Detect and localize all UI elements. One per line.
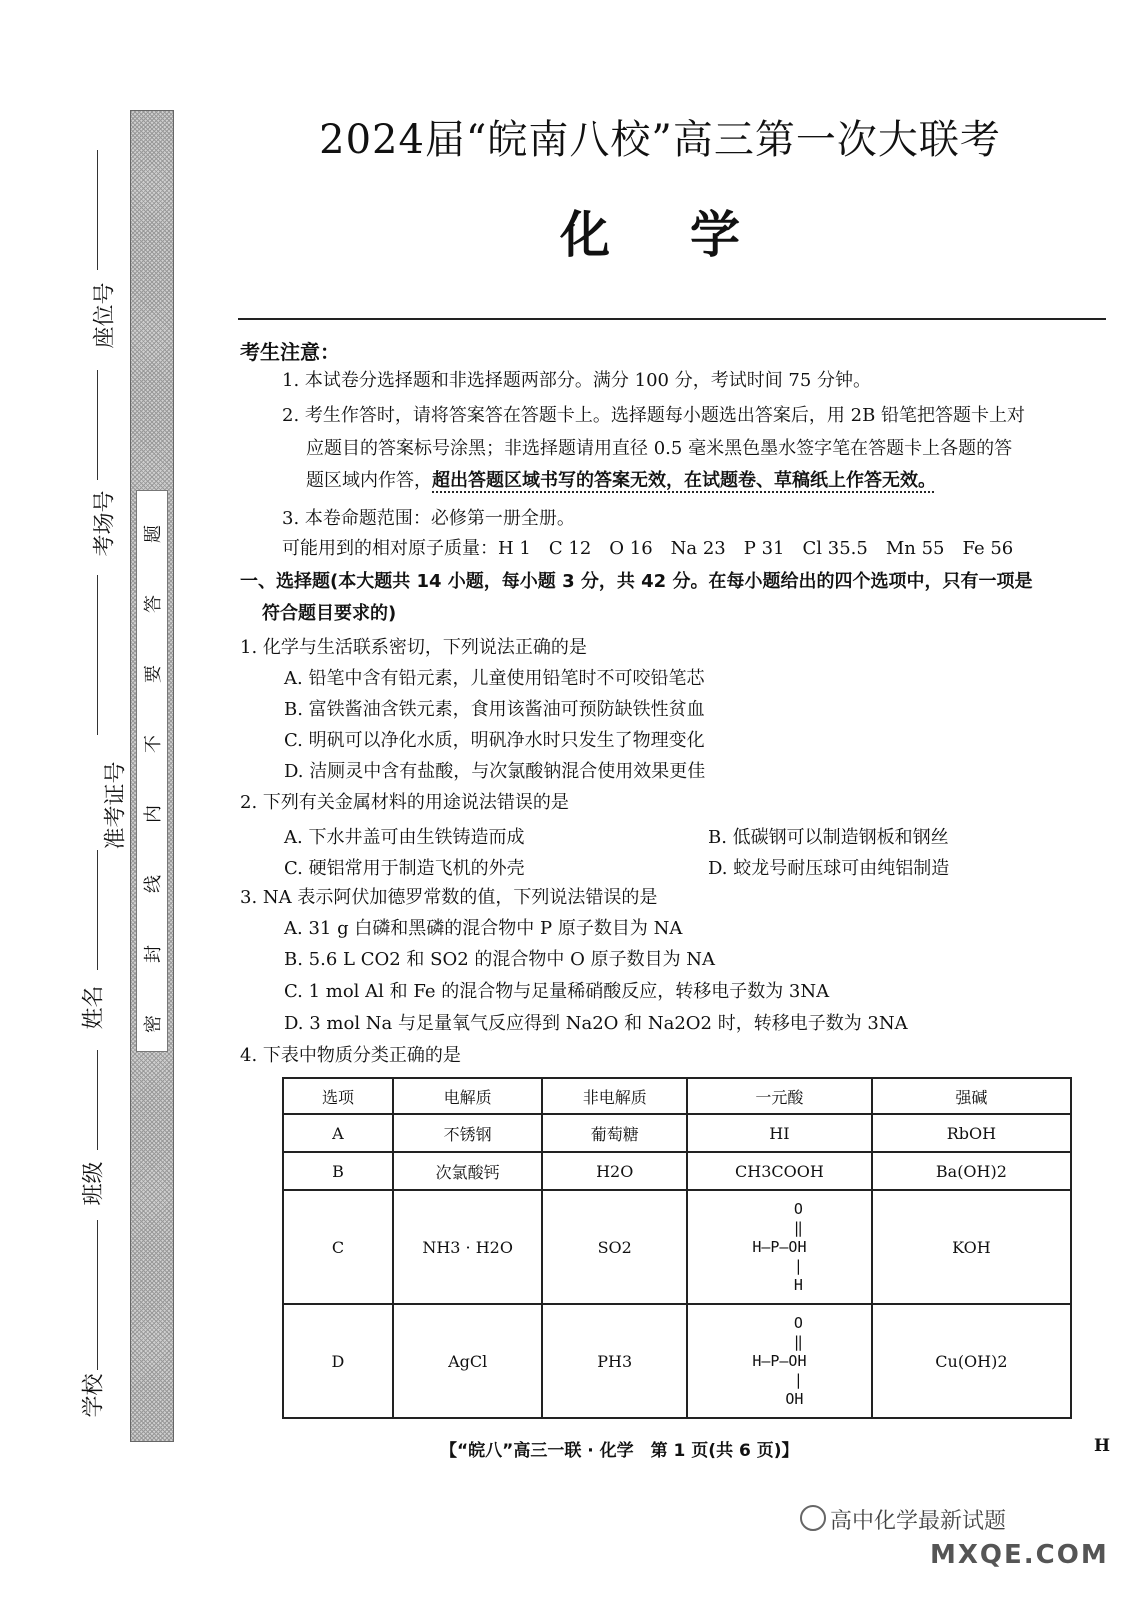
table-row <box>283 1190 1071 1304</box>
seal-char: 答 <box>143 595 164 613</box>
table-cell: B <box>283 1152 393 1190</box>
name-label: 姓名 <box>81 985 107 1030</box>
seal-char: 不 <box>143 735 164 753</box>
q2-option-a: A. 下水井盖可由生铁铸造而成 <box>284 827 525 848</box>
school-label: 学校 <box>81 1373 107 1418</box>
exam-room-label: 考场号 <box>92 490 118 557</box>
q1-option-d: D. 洁厕灵中含有盐酸，与次氯酸钠混合使用效果更佳 <box>284 761 706 782</box>
formula-bond: ‖ <box>793 1332 803 1351</box>
table-header-cell: 电解质 <box>393 1078 543 1114</box>
q2-option-b: B. 低碳钢可以制造钢板和钢丝 <box>708 827 949 848</box>
wechat-icon <box>800 1505 826 1531</box>
formula-top-atom: O <box>793 1313 803 1332</box>
q2-option-d: D. 蛟龙号耐压球可由纯铝制造 <box>708 858 950 879</box>
section-heading-cont: 符合题目要求的) <box>262 603 397 624</box>
q1-option-b: B. 富铁酱油含铁元素，食用该酱油可预防缺铁性贫血 <box>284 699 705 720</box>
table-header-cell: 强碱 <box>872 1078 1071 1114</box>
seal-char: 密 <box>143 1015 164 1033</box>
exam-title: 2024届“皖南八校”高三第一次大联考 <box>319 117 1001 163</box>
table-cell: Ba(OH)2 <box>872 1152 1071 1190</box>
atomic-masses: 可能用到的相对原子质量：H 1 C 12 O 16 Na 23 P 31 Cl 35.5 Mn 55 Fe 56 <box>282 538 1014 559</box>
formula-bottom-atom: OH <box>785 1389 804 1408</box>
table-cell: 不锈钢 <box>393 1114 543 1152</box>
name-line <box>97 850 98 970</box>
formula-main-chain: H—P—OH <box>752 1237 807 1256</box>
seal-char: 内 <box>143 805 164 823</box>
q2-option-c: C. 硬铝常用于制造飞机的外壳 <box>284 858 525 879</box>
table-cell: SO2 <box>542 1190 687 1304</box>
class-line <box>97 1050 98 1150</box>
table-header-cell: 非电解质 <box>542 1078 687 1114</box>
q3-option-c: C. 1 mol Al 和 Fe 的混合物与足量稀硝酸反应，转移电子数为 3NA <box>284 981 830 1002</box>
q1-option-a: A. 铅笔中含有铅元素，儿童使用铅笔时不可咬铅笔芯 <box>284 668 705 689</box>
seal-char: 封 <box>143 945 164 963</box>
q1-option-c: C. 明矾可以净化水质，明矾净水时只发生了物理变化 <box>284 730 705 751</box>
structural-formula <box>752 1200 806 1295</box>
watermark-site: MXQE.COM <box>930 1540 1109 1570</box>
watermark-text: 高中化学最新试题 <box>830 1509 1007 1534</box>
page-footer: 【“皖八”高三一联 · 化学 第 1 页(共 6 页)】 <box>440 1441 799 1461</box>
seal-line-box <box>136 490 168 1052</box>
table-cell: RbOH <box>872 1114 1071 1152</box>
notice-item-2b: 应题目的答案标号涂黑；非选择题请用直径 0.5 毫米黑色墨水签字笔在答题卡上各题的答 <box>306 438 1013 459</box>
seal-char: 要 <box>143 665 164 683</box>
q2-stem: 2. 下列有关金属材料的用途说法错误的是 <box>240 792 569 813</box>
school-line <box>97 1220 98 1370</box>
table-header-row <box>283 1078 1071 1114</box>
table-cell: A <box>283 1114 393 1152</box>
class-label: 班级 <box>81 1161 107 1206</box>
notice-item-2c-emphasis: 超出答题区域书写的答案无效，在试题卷、草稿纸上作答无效。 <box>432 470 936 491</box>
notice-item-2c-plain: 题区域内作答， <box>306 470 432 491</box>
admission-number-label: 准考证号 <box>103 761 129 850</box>
table-header-cell: 选项 <box>283 1078 393 1114</box>
structural-formula-cell <box>687 1304 872 1418</box>
page-code: H <box>1094 1436 1111 1456</box>
subject-title: 化学 <box>560 206 820 264</box>
table-cell: NH3 · H2O <box>393 1190 543 1304</box>
q3-option-d: D. 3 mol Na 与足量氧气反应得到 Na2O 和 Na2O2 时，转移电子数为 3NA <box>284 1013 908 1034</box>
seat-number-line <box>97 150 98 270</box>
formula-bottom-atom: H <box>793 1275 803 1294</box>
notice-item-1: 1. 本试卷分选择题和非选择题两部分。满分 100 分，考试时间 75 分钟。 <box>282 370 872 391</box>
table-cell: H2O <box>542 1152 687 1190</box>
q4-stem: 4. 下表中物质分类正确的是 <box>240 1045 461 1066</box>
formula-bond: | <box>793 1370 803 1389</box>
header-rule <box>238 318 1106 320</box>
structural-formula <box>752 1314 806 1409</box>
table-cell: HI <box>687 1114 872 1152</box>
classification-table <box>282 1077 1072 1419</box>
admission-number-line <box>97 575 98 735</box>
formula-top-atom: O <box>793 1199 803 1218</box>
q1-stem: 1. 化学与生活联系密切，下列说法正确的是 <box>240 637 587 658</box>
table-cell: D <box>283 1304 393 1418</box>
section-heading: 一、选择题(本大题共 14 小题，每小题 3 分，共 42 分。在每小题给出的四个选项中，只有一项是 <box>240 571 1033 592</box>
table-cell: PH3 <box>542 1304 687 1418</box>
notice-item-2c <box>306 470 936 492</box>
q3-stem: 3. NA 表示阿伏加德罗常数的值，下列说法错误的是 <box>240 887 658 908</box>
table-cell: C <box>283 1190 393 1304</box>
formula-bond: ‖ <box>793 1218 803 1237</box>
notice-heading: 考生注意： <box>240 340 340 364</box>
formula-main-chain: H—P—OH <box>752 1351 807 1370</box>
q3-option-b: B. 5.6 L CO2 和 SO2 的混合物中 O 原子数目为 NA <box>284 949 716 970</box>
q3-option-a: A. 31 g 白磷和黑磷的混合物中 P 原子数目为 NA <box>284 918 683 939</box>
table-row <box>283 1304 1071 1418</box>
table-cell: 次氯酸钙 <box>393 1152 543 1190</box>
notice-item-3: 3. 本卷命题范围：必修第一册全册。 <box>282 508 575 529</box>
notice-item-2a: 2. 考生作答时，请将答案答在答题卡上。选择题每小题选出答案后，用 2B 铅笔把答题卡上对 <box>282 405 1026 426</box>
table-cell: KOH <box>872 1190 1071 1304</box>
seat-number-label: 座位号 <box>92 282 118 349</box>
seal-char: 题 <box>143 525 164 543</box>
exam-room-line <box>97 370 98 480</box>
table-cell: Cu(OH)2 <box>872 1304 1071 1418</box>
table-row <box>283 1114 1071 1152</box>
formula-bond: | <box>793 1256 803 1275</box>
table-row <box>283 1152 1071 1190</box>
table-cell: AgCl <box>393 1304 543 1418</box>
table-header-cell: 一元酸 <box>687 1078 872 1114</box>
structural-formula-cell <box>687 1190 872 1304</box>
table-cell: CH3COOH <box>687 1152 872 1190</box>
table-cell: 葡萄糖 <box>542 1114 687 1152</box>
seal-char: 线 <box>143 875 164 893</box>
